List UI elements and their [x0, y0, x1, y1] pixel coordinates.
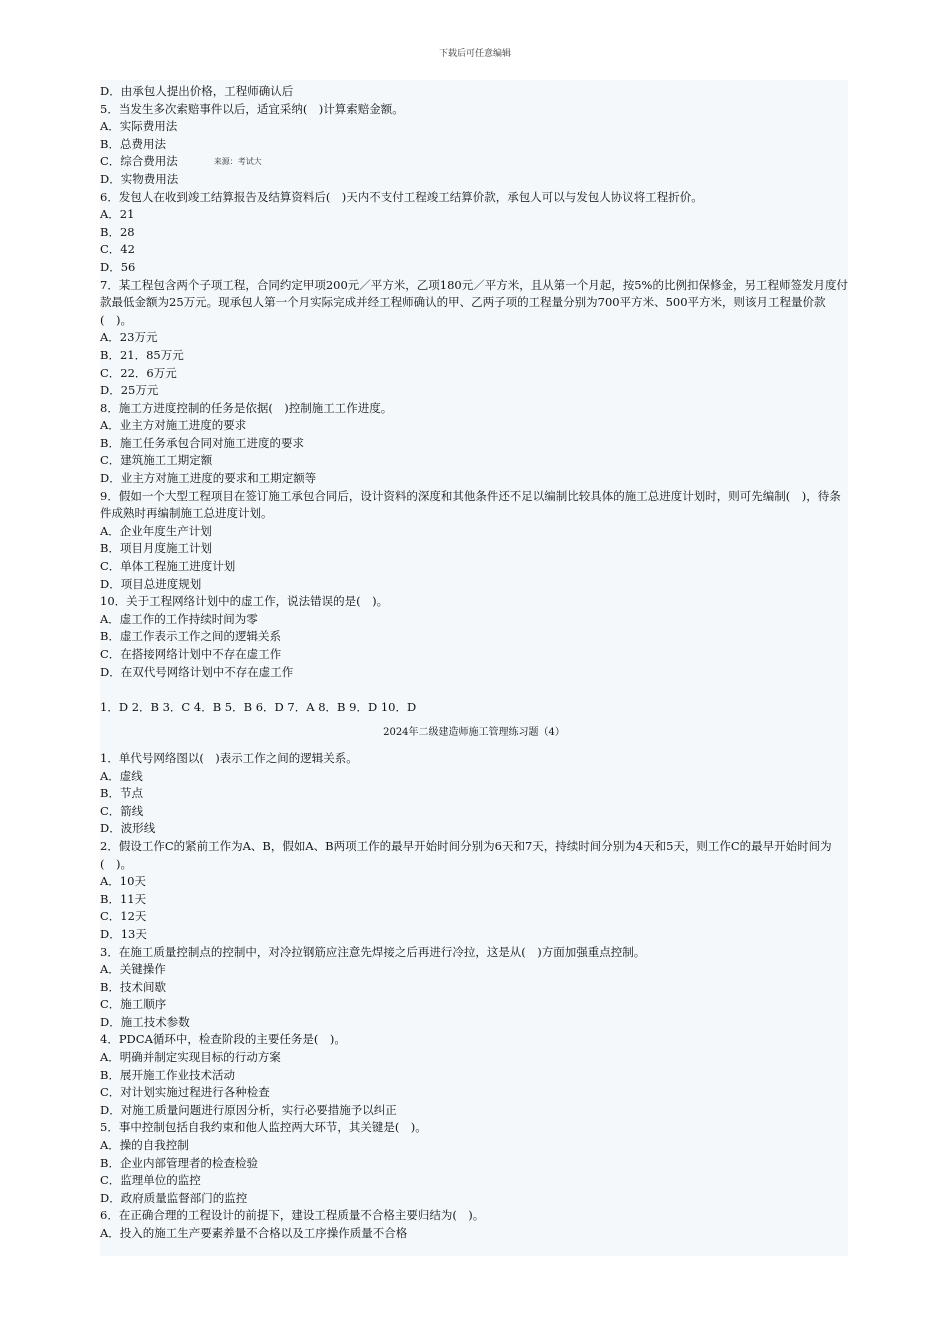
- question-1: 1．单代号网络图以( )表示工作之间的逻辑关系。: [100, 750, 358, 765]
- option-line: A．操的自我控制: [100, 1138, 189, 1153]
- option-line: C．对计划实施过程进行各种检查: [100, 1085, 270, 1100]
- option-line: A．业主方对施工进度的要求: [100, 418, 247, 433]
- option-line: D．实物费用法: [100, 171, 179, 186]
- option-line: B．节点: [100, 786, 143, 801]
- option-line: B．11天: [100, 891, 147, 906]
- option-line: A．投入的施工生产要素养量不合格以及工序操作质量不合格: [100, 1226, 408, 1240]
- option-line: D．13天: [100, 926, 147, 941]
- question-3: 3．在施工质量控制点的控制中，对冷拉钢筋应注意先焊接之后再进行冷拉，这是从( )方面加强重点控制。: [100, 944, 646, 959]
- option-line: B．项目月度施工计划: [100, 541, 212, 556]
- option-line: C．12天: [100, 909, 147, 924]
- option-line: A．实际费用法: [100, 119, 178, 134]
- answer-key: 1．D 2．B 3．C 4．B 5．B 6．D 7．A 8．B 9．D 10．D: [100, 699, 417, 714]
- option-line: B．技术间歇: [100, 979, 166, 994]
- text-line: D．由承包人提出价格，工程师确认后: [100, 84, 294, 98]
- option-line: A．23万元: [100, 330, 158, 345]
- option-line: A．明确并制定实现目标的行动方案: [100, 1050, 281, 1065]
- option-line: B．21．85万元: [100, 347, 184, 362]
- option-line: D．政府质量监督部门的监控: [100, 1190, 248, 1205]
- question-5b: 5．事中控制包括自我约束和他人监控两大环节，其关键是( )。: [100, 1120, 427, 1135]
- option-line: C．22．6万元: [100, 365, 177, 380]
- option-c-text: C．综合费用法: [100, 154, 178, 169]
- option-line: B．企业内部管理者的检查检验: [100, 1155, 258, 1170]
- option-line: D．对施工质量问题进行原因分析，实行必要措施予以纠正: [100, 1102, 397, 1117]
- option-line: B．总费用法: [100, 136, 166, 151]
- document-content: [100, 83, 848, 1243]
- source-note: 来源：考试大: [213, 157, 262, 167]
- option-line: C．42: [100, 242, 135, 257]
- question-4: 4．PDCA循环中，检查阶段的主要任务是( )。: [100, 1032, 346, 1047]
- question-7: 7．某工程包含两个子项工程，合同约定甲项200元／平方米，乙项180元／平方米，且从第一个月起，按5%的比例扣保修金，另工程师签发月度付款最低金额为25万元。现承包人第一个月实际完成并经工程师确认的甲、乙两子项的工程量分别为700平方米、500平方米，则该月工程量价款( )。: [100, 277, 848, 327]
- option-line: A．虚线: [100, 768, 143, 783]
- option-line: B．28: [100, 224, 135, 239]
- option-line: B．施工任务承包合同对施工进度的要求: [100, 435, 304, 450]
- option-line: D．25万元: [100, 383, 159, 398]
- question-8: 8．施工方进度控制的任务是依据( )控制施工工作进度。: [100, 400, 393, 415]
- question-6: 6．发包人在收到竣工结算报告及结算资料后( )天内不支付工程竣工结算价款，承包人可以与发包人协议将工程折价。: [100, 189, 703, 204]
- question-9: 9．假如一个大型工程项目在签订施工承包合同后，设计资料的深度和其他条件还不足以编制比较具体的施工总进度计划时，则可先编制( )，待条件成熟时再编制施工总进度计划。: [100, 488, 841, 521]
- option-line: B．虚工作表示工作之间的逻辑关系: [100, 629, 281, 644]
- option-line: D．项目总进度规划: [100, 576, 202, 591]
- question-10: 10．关于工程网络计划中的虚工作，说法错误的是( )。: [100, 594, 389, 609]
- question-5: 5．当发生多次索赔事件以后，适宜采纳( )计算索赔金额。: [100, 101, 404, 116]
- section-title: 2024年二级建造师施工管理练习题（4）: [383, 727, 565, 739]
- option-line: B．展开施工作业技术活动: [100, 1067, 235, 1082]
- question-6b: 6．在正确合理的工程设计的前提下，建设工程质量不合格主要归结为( )。: [100, 1208, 485, 1223]
- option-line: D．施工技术参数: [100, 1014, 190, 1029]
- spacer: [100, 681, 848, 699]
- option-line: C．监理单位的监控: [100, 1173, 201, 1188]
- page-header: 下载后可任意编辑: [438, 49, 511, 59]
- option-line: A．10天: [100, 874, 146, 889]
- document-page: [100, 80, 848, 1256]
- option-line-with-source: [100, 153, 848, 171]
- question-2: 2．假设工作C的紧前工作为A、B，假如A、B两项工作的最早开始时间分别为6天和7天，持续时间分别为4天和5天，则工作C的最早开始时间为( )。: [100, 838, 832, 871]
- option-line: D．业主方对施工进度的要求和工期定额等: [100, 471, 317, 486]
- option-line: D．56: [100, 259, 136, 274]
- option-line: C．施工顺序: [100, 997, 167, 1012]
- option-line: A．关键操作: [100, 962, 166, 977]
- option-line: D．在双代号网络计划中不存在虚工作: [100, 664, 294, 679]
- option-line: C．建筑施工工期定额: [100, 453, 213, 468]
- option-line: C．在搭接网络计划中不存在虚工作: [100, 647, 282, 661]
- option-line: A．企业年度生产计划: [100, 523, 212, 538]
- option-line: C．箭线: [100, 803, 144, 818]
- option-line: A．21: [100, 207, 135, 222]
- option-line: A．虚工作的工作持续时间为零: [100, 611, 258, 626]
- option-line: D．波形线: [100, 821, 156, 836]
- option-line: C．单体工程施工进度计划: [100, 559, 236, 574]
